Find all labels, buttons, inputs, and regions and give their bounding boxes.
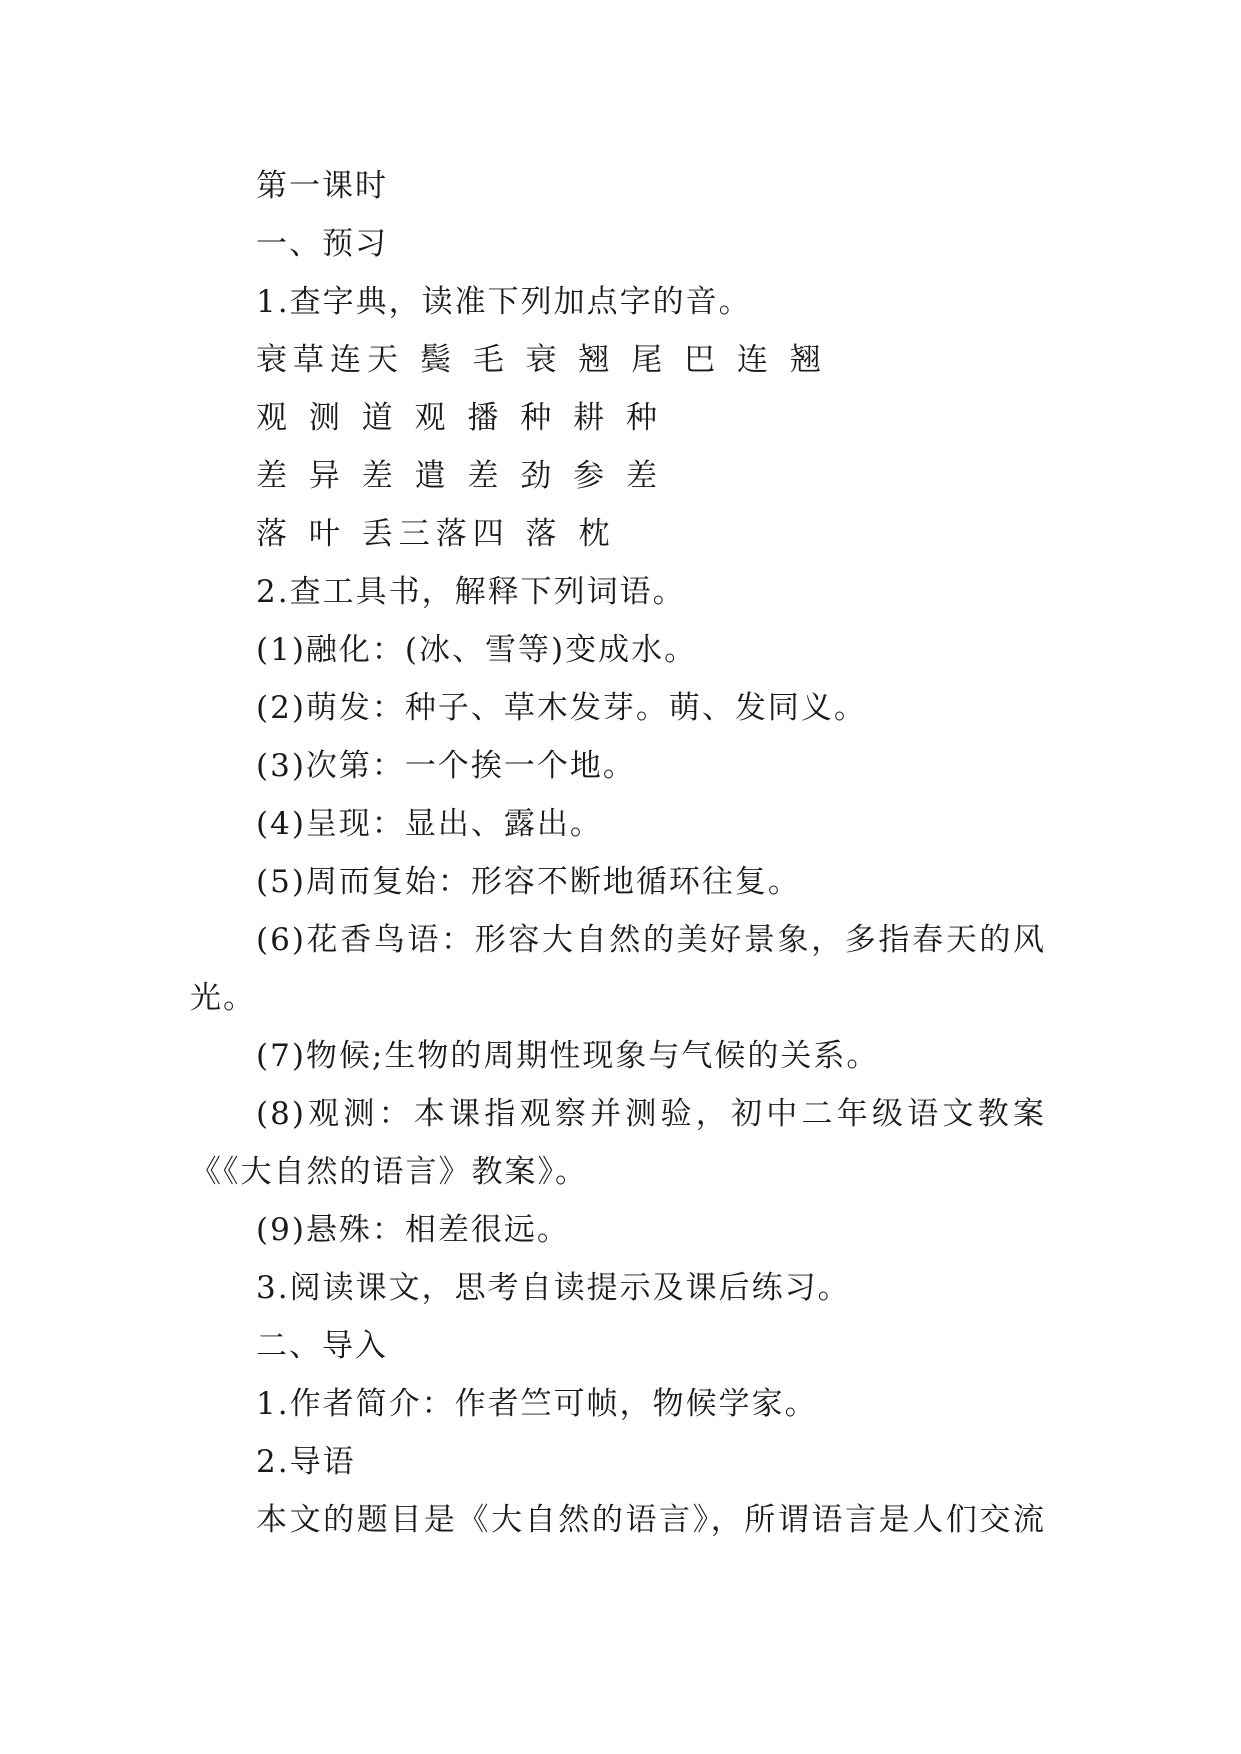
definition-item: (6)花香鸟语：形容大自然的美好景象，多指春天的风 — [256, 922, 1046, 958]
pronunciation-row-1: 衰草连天 鬓 毛 衰 翘 尾 巴 连 翘 — [256, 342, 827, 378]
definition-item-continuation: 光。 — [190, 980, 256, 1016]
pronunciation-row-2: 观 测 道 观 播 种 耕 种 — [256, 400, 663, 436]
pronunciation-row-4: 落 叶 丢三落四 落 枕 — [256, 516, 616, 552]
definition-item: (3)次第：一个挨一个地。 — [256, 748, 636, 784]
pronunciation-row-3: 差 异 差 遣 差 劲 参 差 — [256, 458, 663, 494]
section-heading-introduction: 二、导入 — [256, 1328, 388, 1364]
section-heading-preview: 一、预习 — [256, 226, 388, 262]
definition-item: (4)呈现：显出、露出。 — [256, 806, 603, 842]
task-reference-book: 2.查工具书，解释下列词语。 — [256, 574, 686, 610]
definition-item: (5)周而复始：形容不断地循环往复。 — [256, 864, 801, 900]
lead-in-heading: 2.导语 — [256, 1444, 356, 1480]
definition-item: (7)物候;生物的周期性现象与气候的关系。 — [256, 1038, 880, 1074]
task-dictionary: 1.查字典，读准下列加点字的音。 — [256, 284, 752, 320]
lesson-period-heading: 第一课时 — [256, 168, 388, 204]
definition-item-continuation: 《《大自然的语言》教案》。 — [190, 1154, 588, 1190]
task-read-text: 3.阅读课文，思考自读提示及课后练习。 — [256, 1270, 851, 1306]
definition-item: (2)萌发：种子、草木发芽。萌、发同义。 — [256, 690, 867, 726]
author-introduction: 1.作者简介：作者竺可帧，物候学家。 — [256, 1386, 818, 1422]
definition-item: (9)悬殊：相差很远。 — [256, 1212, 570, 1248]
definition-item: (8)观测：本课指观察并测验，初中二年级语文教案 — [256, 1096, 1046, 1132]
definition-item: (1)融化：(冰、雪等)变成水。 — [256, 632, 698, 668]
body-paragraph: 本文的题目是《大自然的语言》，所谓语言是人们交流 — [256, 1502, 1046, 1538]
